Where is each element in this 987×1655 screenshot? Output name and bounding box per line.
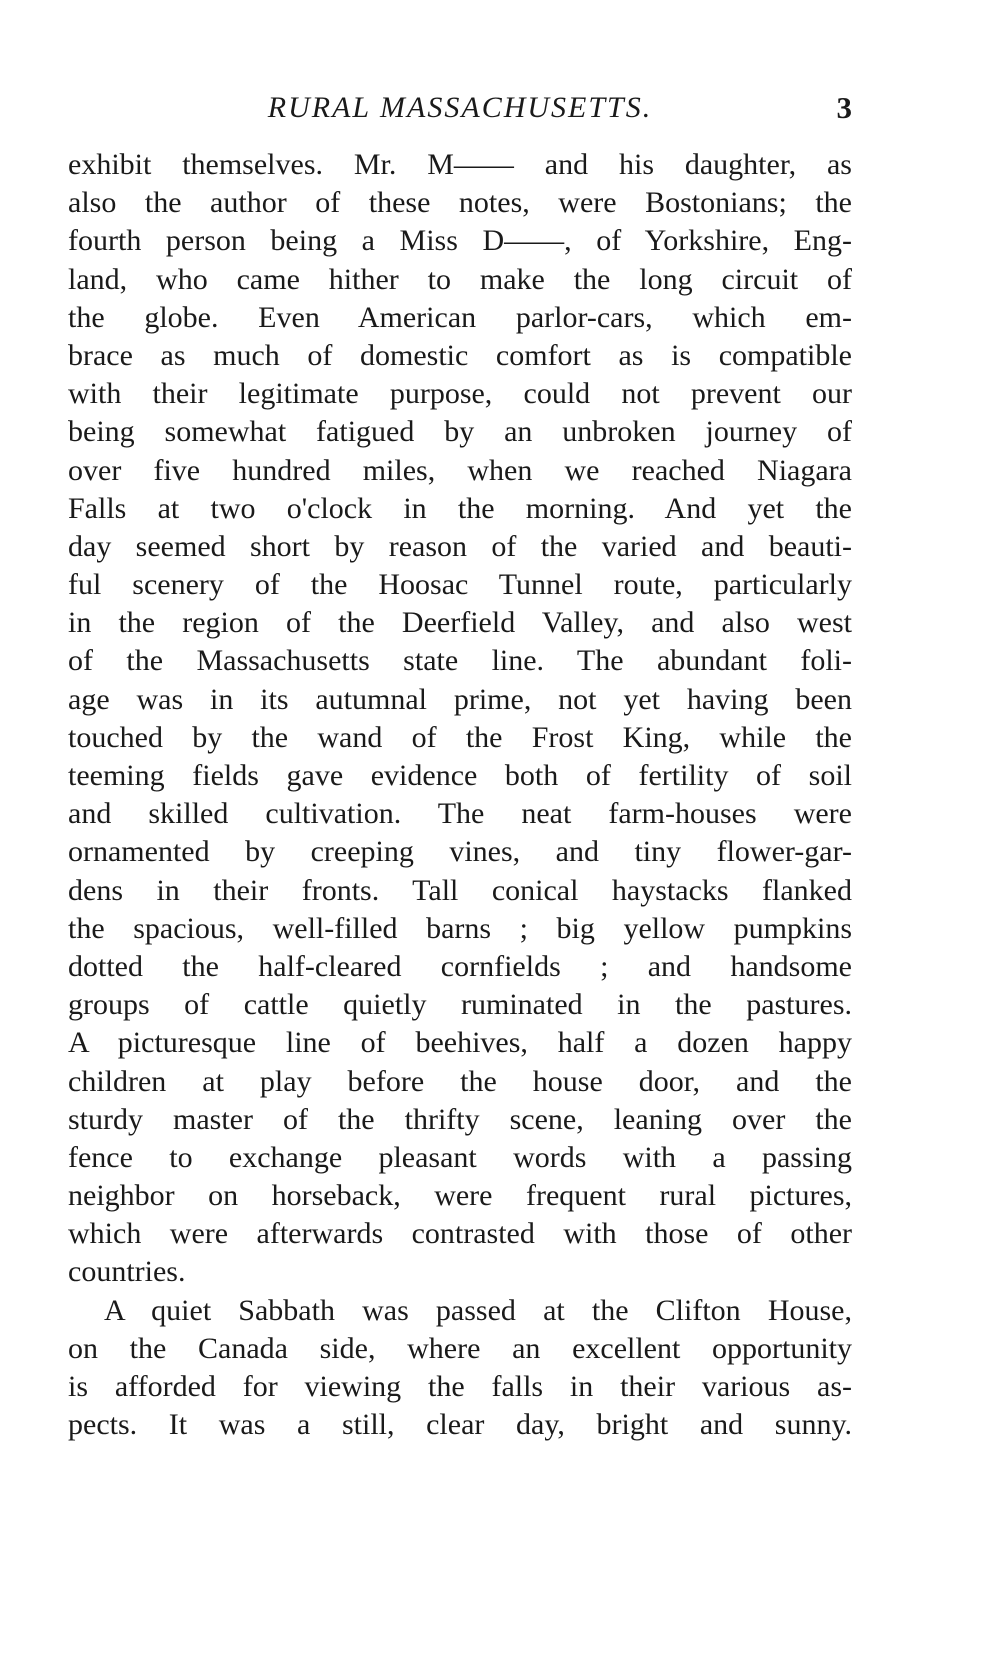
running-head (68, 88, 852, 128)
text-line: Falls at two o'clock in the morning. And yet the (68, 491, 852, 525)
text-line: ful scenery of the Hoosac Tunnel route, particularly (68, 568, 852, 602)
text-line: over five hundred miles, when we reached Niagara (68, 453, 852, 487)
text-line: neighbor on horseback, were frequent rural pictures, (68, 1179, 852, 1213)
text-line: of the Massachusetts state line. The abundant foli- (68, 644, 852, 678)
text-line: teeming fields gave evidence both of fertility of soil (68, 759, 852, 792)
paragraph-2 (68, 1292, 852, 1445)
text-line: pects. It was a still, clear day, bright and sunny. (68, 1408, 852, 1442)
text-line: land, who came hither to make the long circuit of (68, 262, 852, 296)
text-line: exhibit themselves. Mr. M—— and his daughter, as (68, 148, 852, 181)
text-line: ornamented by creeping vines, and tiny flower-gar- (68, 835, 852, 869)
text-line: day seemed short by reason of the varied and beauti- (68, 529, 852, 563)
paragraph-1 (68, 146, 852, 1292)
text-line: brace as much of domestic comfort as is compatible (68, 338, 852, 372)
text-line: countries. (68, 1255, 186, 1289)
text-line: A picturesque line of beehives, half a dozen happy (68, 1026, 852, 1060)
text-line: in the region of the Deerfield Valley, and also west (68, 606, 852, 640)
text-line: touched by the wand of the Frost King, while the (68, 720, 852, 754)
text-line: on the Canada side, where an excellent opportunity (68, 1331, 852, 1365)
text-line: which were afterwards contrasted with those of other (68, 1217, 852, 1251)
text-line: and skilled cultivation. The neat farm-houses were (68, 797, 852, 831)
text-line: children at play before the house door, and the (68, 1064, 852, 1098)
running-title: RURAL MASSACHUSETTS. (267, 91, 653, 124)
text-line: groups of cattle quietly ruminated in the pastures. (68, 988, 852, 1022)
text-line: also the author of these notes, were Bostonians; the (68, 186, 852, 220)
body-text (68, 146, 852, 1444)
text-line: sturdy master of the thrifty scene, leaning over the (68, 1102, 852, 1136)
text-line: dotted the half-cleared cornfields ; and handsome (68, 949, 852, 983)
text-line: is afforded for viewing the falls in their various as- (68, 1370, 852, 1403)
text-line: the spacious, well-filled barns ; big yellow pumpkins (68, 911, 852, 945)
text-line: fence to exchange pleasant words with a passing (68, 1140, 852, 1174)
text-line: fourth person being a Miss D——, of Yorkshire, Eng- (68, 224, 852, 258)
text-line: dens in their fronts. Tall conical haystacks flanked (68, 873, 852, 907)
text-line: A quiet Sabbath was passed at the Clifton House, (104, 1293, 852, 1327)
text-line: being somewhat fatigued by an unbroken journey of (68, 415, 852, 449)
page-number: 3 (836, 90, 852, 125)
text-line: with their legitimate purpose, could not prevent our (68, 377, 852, 411)
text-line: age was in its autumnal prime, not yet having been (68, 682, 852, 716)
text-line: the globe. Even American parlor-cars, which em- (68, 300, 852, 334)
